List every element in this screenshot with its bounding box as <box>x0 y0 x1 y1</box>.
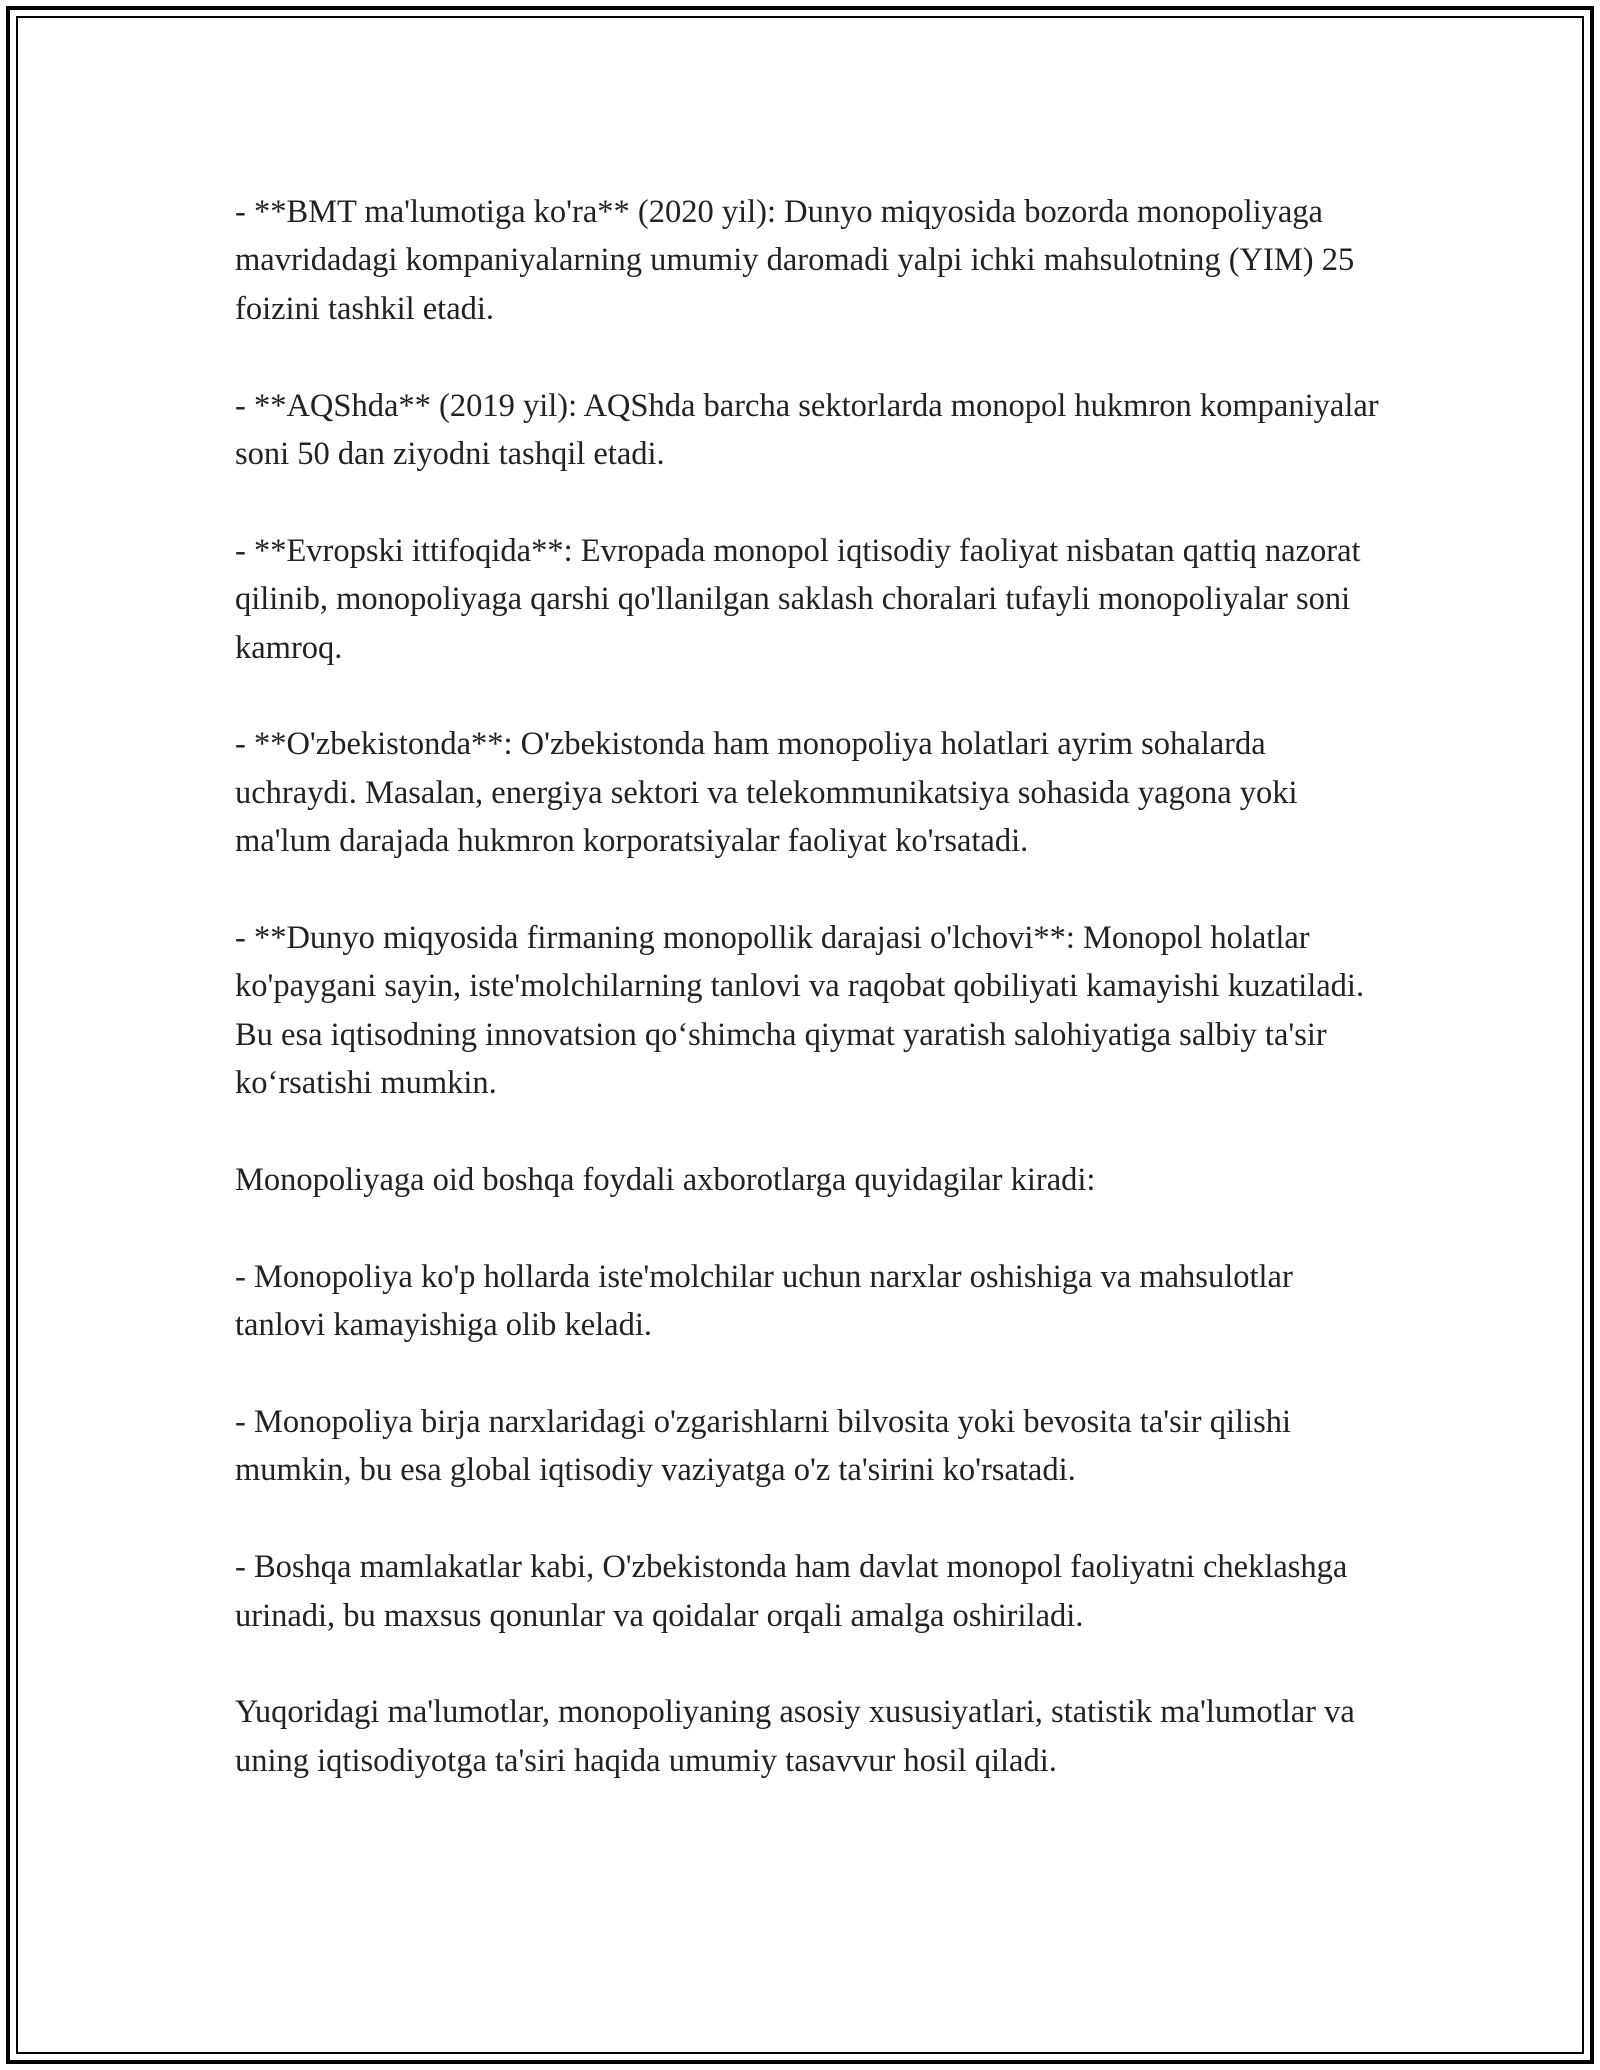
paragraph-intro-list: Monopoliyaga oid boshqa foydali axborotlarga quyidagilar kiradi: <box>235 1162 1096 1199</box>
paragraph-ozbekiston: - **O'zbekistonda**: O'zbekistonda ham monopoliya holatlari ayrim sohalarda uchraydi. Masalan, energiya sektori va telekommunikatsiya sohasida yagona yoki ma'lum darajada hukmron korporatsiyalar faoliyat ko'rsatadi. <box>235 726 1298 860</box>
paragraph-list-item-2: - Monopoliya birja narxlaridagi o'zgarishlarni bilvosita yoki bevosita ta'sir qilishi mumkin, bu esa global iqtisodiy vaziyatga o'z ta'sirini ko'rsatadi. <box>235 1404 1292 1489</box>
paragraph-list-item-1: - Monopoliya ko'p hollarda iste'molchilar uchun narxlar oshishiga va mahsulotlar tanlovi kamayishiga olib keladi. <box>235 1258 1293 1344</box>
paragraph-dunyo: - **Dunyo miqyosida firmaning monopollik darajasi o'lchovi**: Monopol holatlar ko'paygani sayin, iste'molchilarning tanlovi va raqobat qobiliyati kamayishi kuzatiladi. Bu esa iqtisodning innovatsion qo‘shimcha qiymat yaratish salohiyatiga salbiy ta'sir ko‘rsatishi mumkin. <box>235 920 1365 1102</box>
paragraph-aqsh: - **AQShda** (2019 yil): AQShda barcha sektorlarda monopol hukmron kompaniyalar soni 50 dan ziyodni tashqil etadi. <box>235 387 1379 473</box>
paragraph-bmt: - **BMT ma'lumotiga ko'ra** (2020 yil): Dunyo miqyosida bozorda monopoliyaga mavridadagi kompaniyalarning umumiy daromadi yalpi ichki mahsulotning (YIM) 25 foizini tashkil etadi. <box>235 194 1355 327</box>
paragraph-list-item-3: - Boshqa mamlakatlar kabi, O'zbekistonda ham davlat monopol faoliyatni cheklashga urinadi, bu maxsus qonunlar va qoidalar orqali amalga oshiriladi. <box>235 1549 1348 1634</box>
paragraph-conclusion: Yuqoridagi ma'lumotlar, monopoliyaning asosiy xususiyatlari, statistik ma'lumotlar va uning iqtisodiyotga ta'siri haqida umumiy tasavvur hosil qiladi. <box>235 1694 1355 1779</box>
document-body <box>235 188 1385 1785</box>
paragraph-evropa: - **Evropski ittifoqida**: Evropada monopol iqtisodiy faoliyat nisbatan qattiq nazorat qilinib, monopoliyaga qarshi qo'llanilgan saklash choralari tufayli monopoliyalar soni kamroq. <box>235 532 1361 666</box>
